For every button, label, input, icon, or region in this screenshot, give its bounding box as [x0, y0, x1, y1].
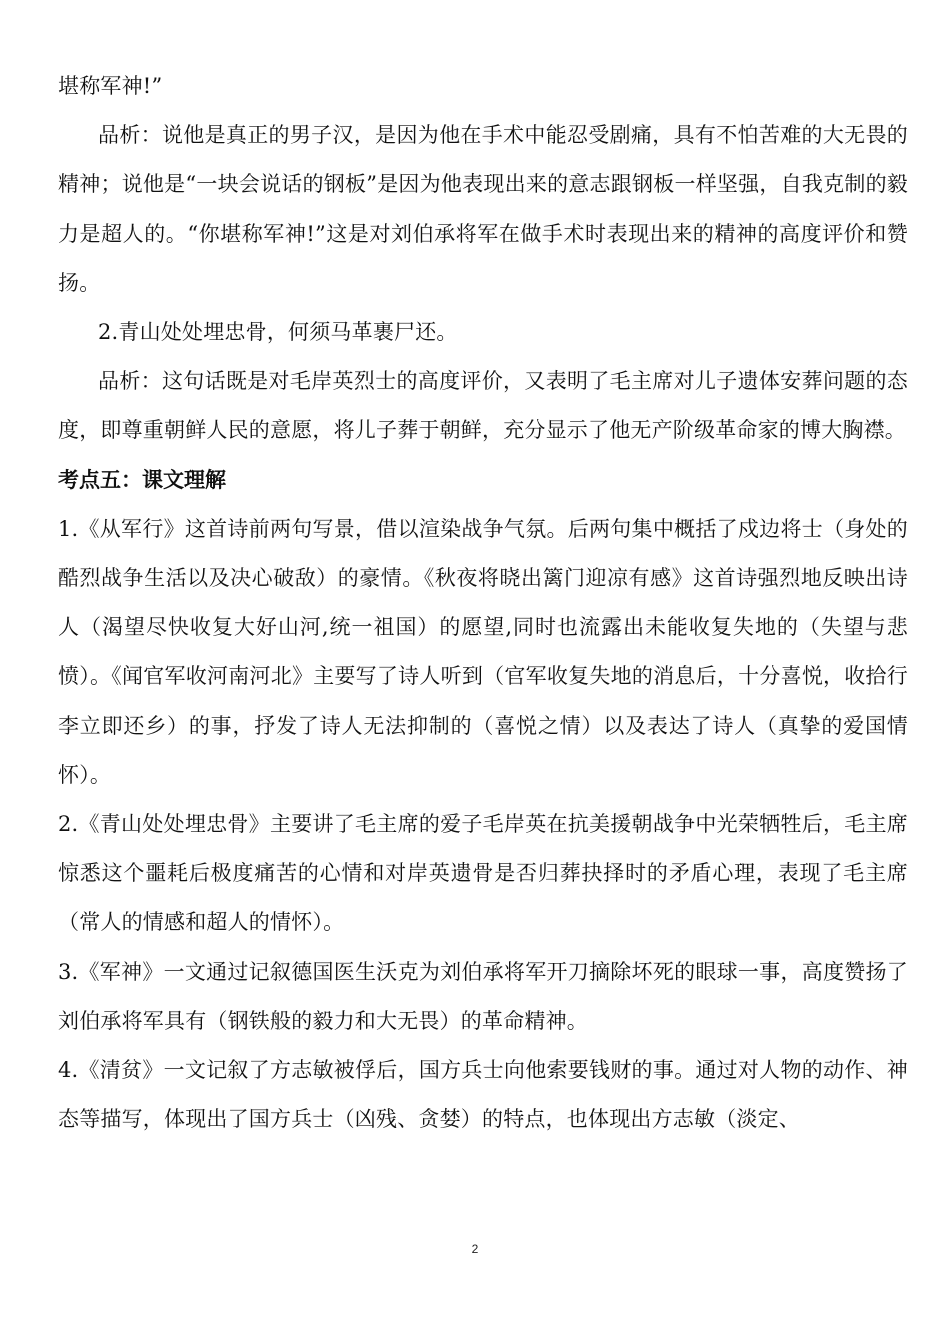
paragraph-analysis-junshen: 品析：说他是真正的男子汉，是因为他在手术中能忍受剧痛，具有不怕苦难的大无畏的精神；说他是“一块会说话的钢板”是因为他表现出来的意志跟钢板一样坚强，自我克制的毅力是超人的。“你堪称军神!”这是对刘伯承将军在做手术时表现出来的精神的高度评价和赞扬。	[58, 123, 908, 295]
list-item-1: 1.《从军行》这首诗前两句写景，借以渲染战争气氛。后两句集中概括了戍边将士（身处的酷烈战争生活以及决心破敌）的豪情。《秋夜将晓出篱门迎凉有感》这首诗强烈地反映出诗人（渴望尽快收复大好山河,统一祖国）的愿望,同时也流露出未能收复失地的（失望与悲愤）。《闻官军收河南河北》主要写了诗人听到（官军收复失地的消息后，十分喜悦，收拾行李立即还乡）的事，抒发了诗人无法抑制的（喜悦之情）以及表达了诗人（真挚的爱国情怀）。	[58, 516, 908, 787]
paragraph-quote-qingshan: 2.青山处处埋忠骨，何须马革裹尸还。	[98, 320, 458, 345]
document-page	[58, 62, 908, 1144]
paragraph-continuation: 堪称军神!”	[58, 74, 163, 98]
paragraph-analysis-qingshan: 品析：这句话既是对毛岸英烈士的高度评价，又表明了毛主席对儿子遗体安葬问题的态度，即尊重朝鲜人民的意愿，将儿子葬于朝鲜，充分显示了他无产阶级革命家的博大胸襟。	[58, 369, 908, 443]
page-number: 2	[471, 1242, 479, 1256]
list-item-3: 3.《军神》一文通过记叙德国医生沃克为刘伯承将军开刀摘除坏死的眼球一事，高度赞扬了刘伯承将军具有（钢铁般的毅力和大无畏）的革命精神。	[58, 959, 908, 1033]
list-item-4: 4.《清贫》一文记叙了方志敏被俘后，国方兵士向他索要钱财的事。通过对人物的动作、神态等描写，体现出了国方兵士（凶残、贪婪）的特点，也体现出方志敏（淡定、	[58, 1058, 908, 1132]
section-heading: 考点五：课文理解	[58, 467, 226, 492]
list-item-2: 2.《青山处处埋忠骨》主要讲了毛主席的爱子毛岸英在抗美援朝战争中光荣牺牲后，毛主席惊悉这个噩耗后极度痛苦的心情和对岸英遗骨是否归葬抉择时的矛盾心理，表现了毛主席（常人的情感和超人的情怀）。	[58, 812, 908, 935]
